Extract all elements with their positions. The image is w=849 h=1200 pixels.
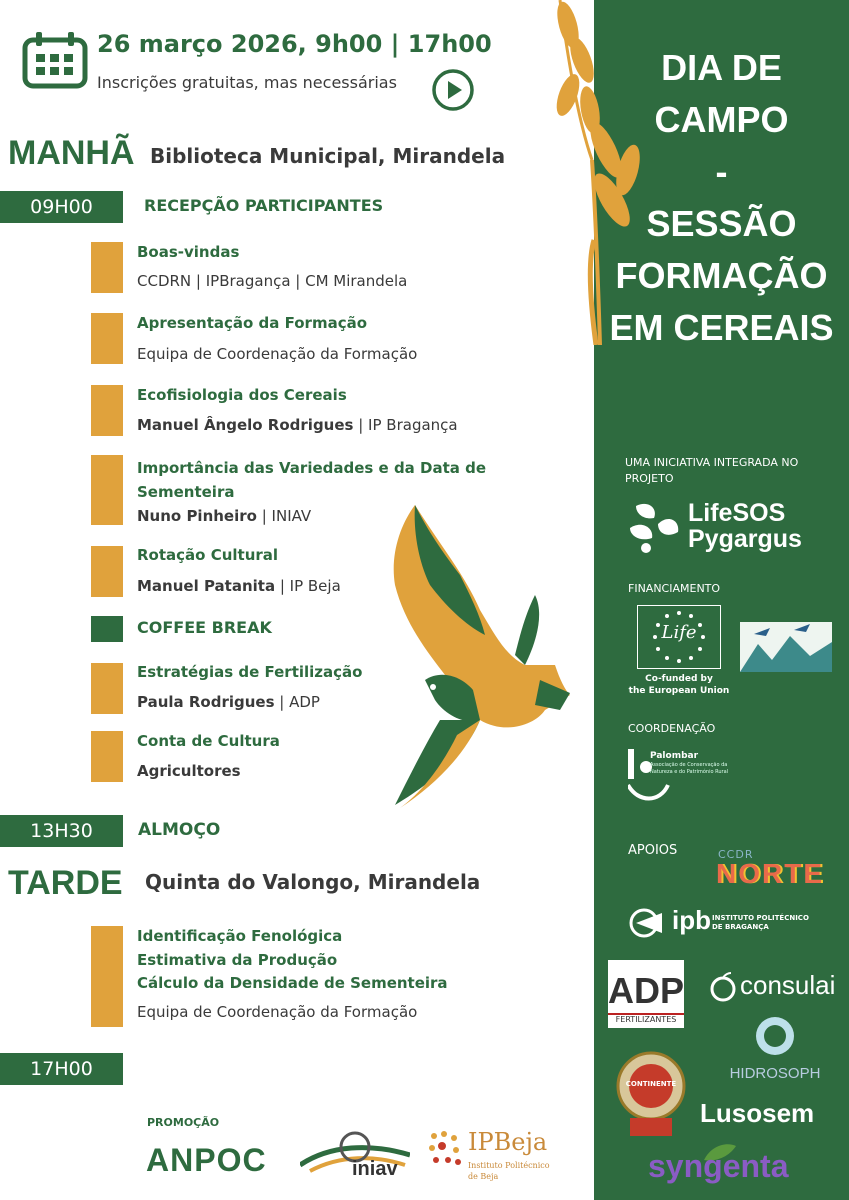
afternoon-label: TARDE [8,864,123,902]
event-title-line-1: DIA DE [661,47,782,88]
item-marker [91,546,123,597]
coffee-break-marker [91,616,123,642]
lunch-label: ALMOÇO [138,820,221,840]
eu-caption-line-1: Co-funded by [645,674,713,684]
apple-icon [708,972,738,1002]
consulai-text: consulai [740,970,836,1000]
item-speaker-line [137,762,241,780]
palombar-sub: Associação de Conservação da Natureza e do Património Rural [650,762,729,775]
continente-text: CONTINENTE [625,1080,677,1088]
item-affiliation: | INIAV [256,507,312,525]
morning-place: Biblioteca Municipal, Mirandela [150,144,506,168]
seal-icon [616,1048,686,1138]
ipb-icon [628,907,670,939]
partner-logo-box [740,622,832,672]
eu-stars-icon [649,607,709,667]
adp-text: ADP [608,970,685,1011]
kestrel-bird-illustration [385,505,575,810]
item-marker [91,242,123,293]
initiative-label: UMA INICIATIVA INTEGRADA NO PROJETO [625,456,799,485]
palombar-name: Palombar [650,751,699,761]
afternoon-title-2: Estimativa da Produção [137,951,338,969]
hidrosoph-text: HIDROSOPH [729,1065,821,1082]
adp-sub: FERTILIZANTES [608,1013,684,1024]
lusosem-text: Lusosem [700,1098,815,1128]
ipb-sub-line-1: INSTITUTO POLITÉCNICO [712,914,809,922]
lifesos-text: LifeSOS [688,499,786,527]
afternoon-title-3: Cálculo da Densidade de Sementeira [137,974,448,992]
eu-caption [625,673,733,697]
item-affiliation: | ADP [274,693,320,711]
coffee-break-label: COFFEE BREAK [137,618,272,637]
event-date: 26 março 2026, 9h00 | 17h00 [97,30,492,58]
item-affiliation: | IP Bragança [353,416,458,434]
item-marker [91,455,123,525]
time-bar-1700: 17H00 [0,1053,123,1085]
syngenta-text: syngenta [648,1148,789,1184]
funding-label: FINANCIAMENTO [628,582,721,595]
ipbeja-sub-line-2: de Beja [468,1172,499,1181]
reception-label: RECEPÇÃO PARTICIPANTES [144,196,384,215]
item-title: Rotação Cultural [137,546,279,564]
ipbeja-sub [468,1160,550,1182]
item-title: Conta de Cultura [137,732,280,750]
item-speaker: Nuno Pinheiro [137,507,257,525]
ipb-text: ipb [672,905,711,935]
anpoc-logo: ANPOC [146,1142,267,1178]
item-title: Estratégias de Fertilização [137,663,363,681]
item-speaker-line [137,507,311,525]
ipbeja-dots-icon [428,1130,464,1170]
item-marker [91,663,123,714]
registration-note: Inscrições gratuitas, mas necessárias [97,73,397,92]
event-title-line-5: FORMAÇÃO [615,255,828,296]
afternoon-affiliation: Equipa de Coordenação da Formação [137,1003,418,1021]
afternoon-title-1: Identificação Fenológica [137,927,343,945]
item-marker [91,926,123,1027]
time-bar-1330: 13H30 [0,815,123,847]
lifesos-logo [628,498,828,556]
iniav-logo: iniav [352,1158,398,1180]
item-speaker: Agricultores [137,762,241,780]
palombar-logo [628,745,738,805]
adp-logo [608,960,684,1028]
play-icon[interactable] [431,68,475,112]
item-affiliation: Equipa de Coordenação da Formação [137,345,418,363]
item-speaker: Manuel Patanita [137,577,276,595]
item-title: Ecofisiologia dos Cereais [137,386,347,404]
item-marker [91,313,123,364]
event-title-line-4: SESSÃO [646,203,797,244]
event-title-line-3: - [715,151,728,192]
water-drop-icon [754,1015,796,1057]
eu-flag [637,605,721,669]
ipbeja-sub-line-1: Instituto Politécnico [468,1161,550,1170]
ccdr-text: CCDR [718,848,754,861]
event-title-line-6: EM CEREAIS [609,307,834,348]
item-affiliation: | IP Beja [275,577,341,595]
item-title: Apresentação da Formação [137,314,368,332]
ipb-logo [628,905,828,941]
item-marker [91,385,123,436]
item-speaker-line [137,416,458,434]
item-title: Importância das Variedades e da Data de Sementeira [137,459,487,501]
ipb-sub [712,914,809,932]
life-text: Life [661,622,697,643]
morning-label: MANHÃ [8,134,135,172]
hidrosoph-logo [720,1015,830,1085]
pygargus-text: Pygargus [688,525,802,553]
item-affiliation: CCDRN | IPBragança | CM Mirandela [137,272,408,290]
event-title-line-2: CAMPO [654,99,789,140]
support-label: APOIOS [628,843,678,858]
time-bar-0900: 09H00 [0,191,123,223]
eu-caption-line-2: the European Union [628,686,730,696]
leaf-icon [628,498,680,554]
item-marker [91,731,123,782]
coordination-label: COORDENAÇÃO [628,722,716,735]
ipb-sub-line-2: DE BRAGANÇA [712,923,769,931]
consulai-logo [708,970,838,1002]
promotion-label: PROMOÇÃO [147,1116,220,1129]
item-speaker-line [137,577,341,595]
calendar-icon [22,30,88,90]
continente-seal [616,1048,686,1138]
afternoon-place: Quinta do Valongo, Mirandela [145,870,481,894]
item-title: Boas-vindas [137,243,240,261]
item-speaker: Manuel Ângelo Rodrigues [137,416,354,434]
item-speaker-line [137,693,320,711]
ipbeja-logo: IPBeja [468,1128,548,1156]
item-speaker: Paula Rodrigues [137,693,275,711]
mountain-bird-icon [740,622,832,672]
norte-text: NORTE [716,858,824,889]
